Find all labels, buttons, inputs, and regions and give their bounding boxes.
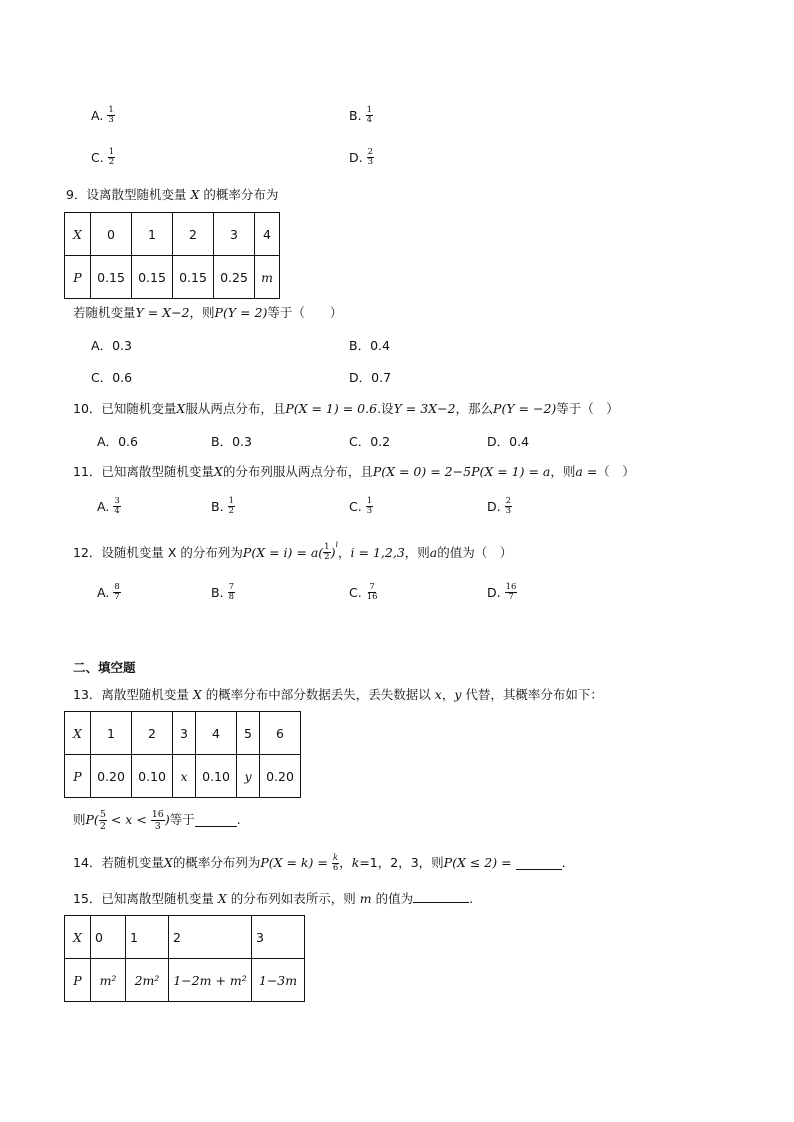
- q9-option-a: A．0.3: [91, 338, 132, 353]
- q12-option-c: C. $\frac{7}{16}$: [349, 582, 378, 602]
- table-row: [65, 712, 301, 755]
- fraction: $\frac{k}{6}$: [332, 852, 339, 873]
- table-cell: 1: [132, 213, 173, 256]
- option-label: C.: [91, 150, 104, 165]
- table-cell: 2: [169, 916, 252, 959]
- section-heading: 二、填空题: [73, 660, 136, 675]
- table-cell: 2: [132, 712, 173, 755]
- fraction: $\frac{2}{3}$: [505, 496, 512, 516]
- table-row: [65, 959, 305, 1002]
- q15-stem: 15．已知离散型随机变量 X 的分布列如表所示，则 m 的值为 .: [73, 891, 474, 906]
- q11-option-b: B. $\frac{1}{2}$: [211, 496, 234, 516]
- q11-option-c: C. $\frac{1}{3}$: [349, 496, 373, 516]
- q13-stem: 13．离散型随机变量 X 的概率分布中部分数据丢失，丢失数据以 x，y 代替，其概率分布如下：: [73, 687, 603, 702]
- table-cell: 0.20: [91, 755, 132, 798]
- table-cell: 3: [252, 916, 305, 959]
- table-row: [65, 916, 305, 959]
- q9-option-c: C．0.6: [91, 370, 133, 385]
- table-cell: 2m²: [126, 959, 169, 1002]
- q10-option-d: D．0.4: [487, 434, 530, 449]
- q9-option-d: D．0.7: [349, 370, 392, 385]
- table-cell: 0.10: [196, 755, 237, 798]
- option-label: A.: [91, 108, 104, 123]
- q14-stem: 14．若随机变量 X 的概率分布列为 P(X = k) = $\frac{k}{6}$ ， k =1，2，3，则 P(X ≤ 2) = .: [73, 852, 566, 873]
- table-cell: 0.25: [214, 256, 255, 299]
- q8-option-c: [91, 148, 115, 167]
- table-cell: m²: [91, 959, 126, 1002]
- table-cell: 3: [214, 213, 255, 256]
- q9-option-b: B．0.4: [349, 338, 390, 353]
- fraction: $\frac{16}{3}$: [151, 808, 164, 832]
- q9-stem: 9．设离散型随机变量 X 的概率分布为: [66, 187, 279, 202]
- table-cell: 0: [91, 213, 132, 256]
- option-label: B.: [349, 108, 362, 123]
- row-label: X: [65, 712, 91, 755]
- row-label: X: [65, 916, 91, 959]
- option-label: D.: [349, 150, 363, 165]
- table-cell: 2: [173, 213, 214, 256]
- table-cell: 1−3m: [252, 959, 305, 1002]
- fraction: $\frac{8}{7}$: [114, 582, 120, 602]
- q12-option-a: A. $\frac{8}{7}$: [97, 582, 120, 602]
- fraction: $\frac{1}{2}$: [324, 542, 330, 562]
- row-label: P: [65, 256, 91, 299]
- row-label: P: [65, 755, 91, 798]
- fraction: $\frac{1}{4}$: [366, 105, 372, 125]
- answer-blank[interactable]: [195, 814, 237, 827]
- table-row: [65, 755, 301, 798]
- q11-stem: 11．已知离散型随机变量X的分布列服从两点分布，且P(X = 0) = 2−5P(X = 1) = a，则a =（ ）: [73, 464, 635, 479]
- q10-stem: 10．已知随机变量X服从两点分布，且P(X = 1) = 0.6.设Y = 3X−2，那么P(Y = −2)等于（ ）: [73, 401, 619, 416]
- q10-option-b: B．0.3: [211, 434, 252, 449]
- q9-distribution-table: [64, 212, 280, 299]
- table-cell: 6: [260, 712, 301, 755]
- q10-option-c: C．0.2: [349, 434, 391, 449]
- table-cell: 4: [196, 712, 237, 755]
- fraction: $\frac{1}{3}$: [108, 105, 114, 125]
- table-cell: 0.15: [91, 256, 132, 299]
- fraction: $\frac{7}{8}$: [228, 582, 234, 602]
- q9-condition: 若随机变量Y = X−2，则P(Y = 2)等于（ ）: [73, 305, 343, 320]
- fraction: $\frac{3}{4}$: [114, 496, 120, 516]
- fraction: $\frac{16}{7}$: [505, 582, 517, 602]
- table-cell: 3: [173, 712, 196, 755]
- row-label: P: [65, 959, 91, 1002]
- table-cell: 0.10: [132, 755, 173, 798]
- table-cell: 0.20: [260, 755, 301, 798]
- table-cell: 1: [126, 916, 169, 959]
- q8-option-b: [349, 106, 373, 125]
- row-label: X: [65, 213, 91, 256]
- q13-question: 则 P( $\frac{5}{2}$ < x < $\frac{16}{3}$ ) 等于 .: [73, 808, 241, 832]
- q13-distribution-table: [64, 711, 301, 798]
- table-cell: 4: [255, 213, 280, 256]
- answer-blank[interactable]: [413, 890, 469, 903]
- table-cell: 0: [91, 916, 126, 959]
- table-cell: 0.15: [132, 256, 173, 299]
- table-cell: 5: [237, 712, 260, 755]
- table-row: [65, 213, 280, 256]
- table-cell: 1−2m + m²: [169, 959, 252, 1002]
- q11-option-a: A. $\frac{3}{4}$: [97, 496, 120, 516]
- q12-option-b: B. $\frac{7}{8}$: [211, 582, 234, 602]
- answer-blank[interactable]: [516, 857, 562, 870]
- q10-option-a: A．0.6: [97, 434, 138, 449]
- q11-option-d: D. $\frac{2}{3}$: [487, 496, 512, 516]
- fraction: $\frac{2}{3}$: [367, 147, 374, 167]
- fraction: $\frac{1}{2}$: [228, 496, 234, 516]
- table-cell: m: [255, 256, 280, 299]
- q15-distribution-table: [64, 915, 305, 1002]
- table-cell: 0.15: [173, 256, 214, 299]
- q8-option-d: [349, 148, 374, 167]
- q12-stem: 12．设随机变量 X 的分布列为 P(X = i) = a( $\frac{1}{2}$ ) $^i$ ， i = 1,2,3 ，则 a 的值为（ ）: [73, 539, 513, 562]
- fraction: $\frac{1}{3}$: [366, 496, 373, 516]
- table-row: [65, 256, 280, 299]
- table-cell: y: [237, 755, 260, 798]
- q8-option-a: [91, 106, 115, 125]
- table-cell: 1: [91, 712, 132, 755]
- q12-option-d: D. $\frac{16}{7}$: [487, 582, 517, 602]
- table-cell: x: [173, 755, 196, 798]
- fraction: $\frac{7}{16}$: [366, 582, 378, 602]
- fraction: $\frac{5}{2}$: [99, 808, 106, 832]
- fraction: $\frac{1}{2}$: [108, 147, 115, 167]
